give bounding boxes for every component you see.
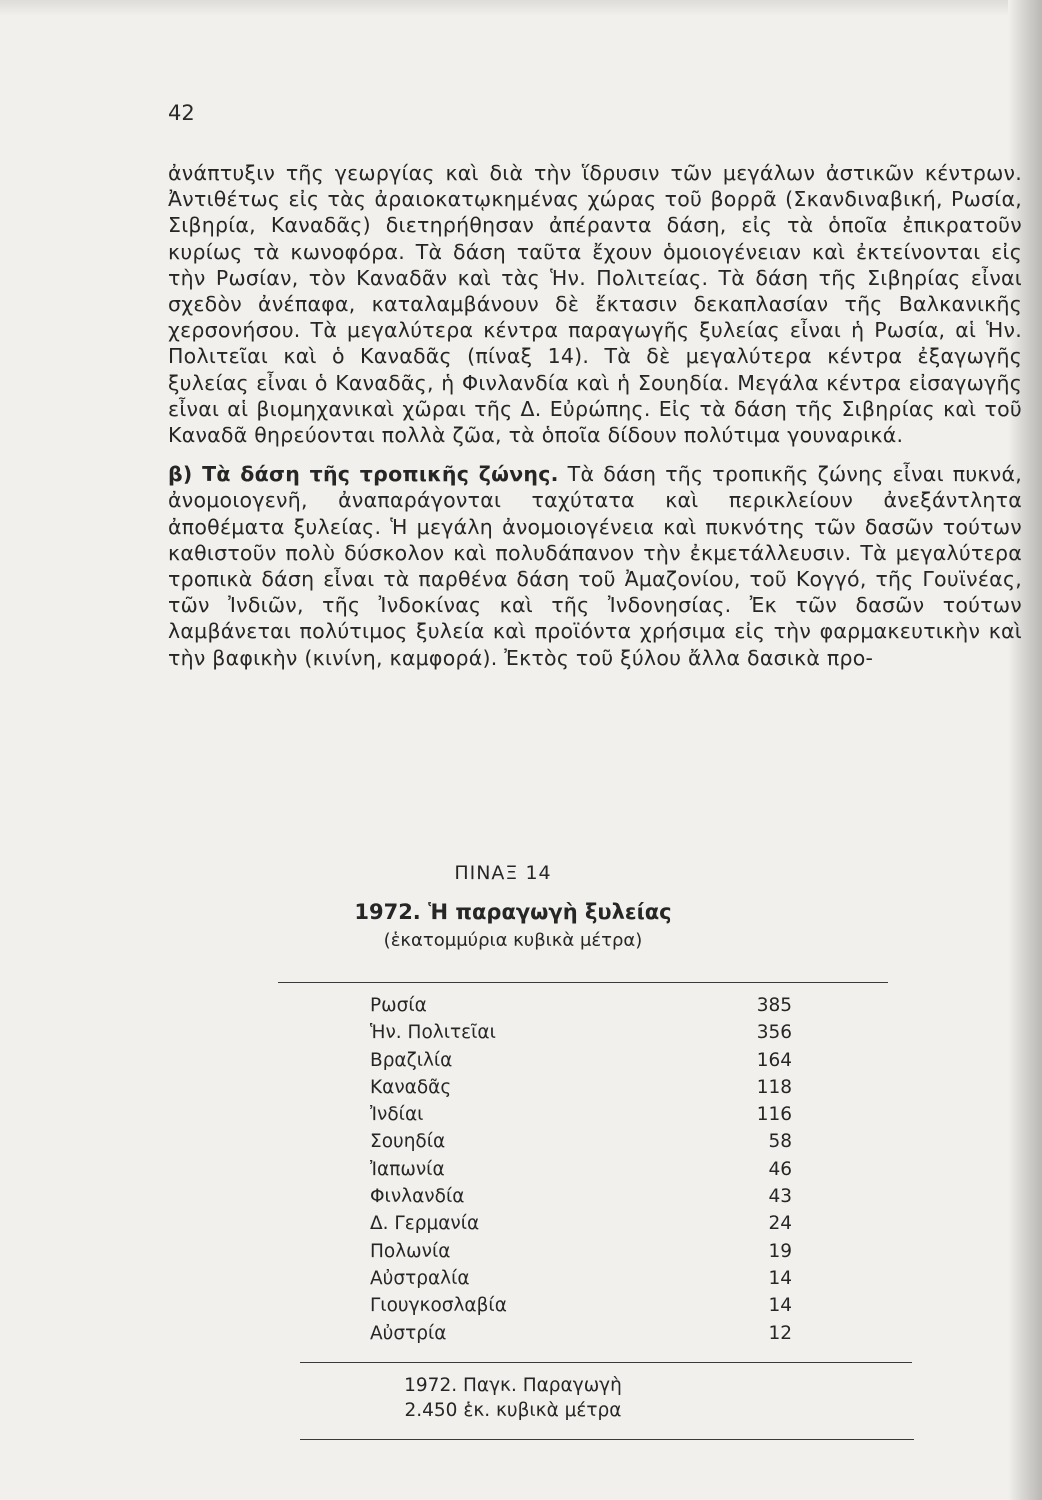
table-row	[370, 1210, 792, 1237]
section-heading: β) Τὰ δάση τῆς τροπικῆς ζώνης.	[168, 462, 559, 487]
body-text	[168, 160, 1022, 671]
page-number: 42	[168, 101, 195, 125]
production-value: 14	[768, 1267, 792, 1289]
table-row	[370, 1238, 792, 1265]
paragraph-northern-forests: ἀνάπτυξιν τῆς γεωργίας καὶ διὰ τὴν ἵδρυσιν τῶν μεγάλων ἀστικῶν κέντρων. Ἀντιθέτως εἰς τὰς ἀραιοκατῳκημένας χώρας τοῦ βορρᾶ (Σκανδιναβική, Ρωσία, Σιβηρία, Καναδᾶς) διετηρήθησαν ἀπέραντα δάση, εἰς τὰ ὁποῖα ἐπικρατοῦν κυρίως τὰ κωνοφόρα. Τὰ δάση ταῦτα ἔχουν ὁμοιογένειαν καὶ ἐκτείνονται εἰς τὴν Ρωσίαν, τὸν Καναδᾶν καὶ τὰς Ἡν. Πολιτείας. Τὰ δάση τῆς Σιβηρίας εἶναι σχεδὸν ἀνέπαφα, καταλαμβάνουν δὲ ἔκτασιν δεκαπλασίαν τῆς Βαλκανικῆς χερσονήσου. Τὰ μεγαλύτερα κέντρα παραγωγῆς ξυλείας εἶναι ἡ Ρωσία, αἱ Ἡν. Πολιτεῖαι καὶ ὁ Καναδᾶς (πίναξ 14). Τὰ δὲ μεγαλύτερα κέντρα ἐξαγωγῆς ξυλείας εἶναι ὁ Καναδᾶς, ἡ Φινλανδία καὶ ἡ Σουηδία. Μεγάλα κέντρα εἰσαγωγῆς εἶναι αἱ βιομηχανικαὶ χῶραι τῆς Δ. Εὐρώπης. Εἰς τὰ δάση τῆς Σιβηρίας καὶ τοῦ Καναδᾶ θηρεύονται πολλὰ ζῶα, τὰ ὁποῖα δίδουν πολύτιμα γουναρικά.	[168, 161, 1022, 448]
table-footer-total-value: 2.450 ἑκ. κυβικὰ μέτρα	[404, 1400, 622, 1421]
table-row	[370, 1265, 792, 1292]
table-number: ΠΙΝΑΞ 14	[454, 862, 552, 884]
country-name: Αὐστραλία	[370, 1267, 470, 1289]
table-middle-rule	[300, 1362, 912, 1363]
production-value: 385	[756, 995, 792, 1016]
country-name: Ἡν. Πολιτεῖαι	[370, 1022, 496, 1044]
country-name: Βραζιλία	[370, 1049, 453, 1071]
table-row	[370, 1074, 792, 1101]
country-name: Δ. Γερμανία	[370, 1213, 480, 1235]
country-name: Αὐστρία	[370, 1322, 447, 1344]
table-row	[370, 992, 792, 1019]
table-row	[370, 1292, 792, 1319]
table-top-rule	[278, 982, 888, 983]
production-value: 58	[768, 1131, 792, 1153]
table-row	[370, 1019, 792, 1046]
production-value: 24	[768, 1213, 792, 1235]
timber-production-table	[370, 992, 792, 1347]
production-value: 46	[768, 1158, 792, 1180]
country-name: Ἰαπωνία	[370, 1158, 445, 1180]
country-name: Σουηδία	[370, 1131, 446, 1153]
country-name: Καναδᾶς	[370, 1076, 452, 1098]
country-name: Πολωνία	[370, 1240, 451, 1262]
production-value: 14	[768, 1295, 792, 1317]
country-name: Ρωσία	[370, 995, 427, 1016]
production-value: 164	[756, 1049, 792, 1071]
country-name: Γιουγκοσλαβία	[370, 1295, 507, 1317]
production-value: 356	[756, 1022, 792, 1044]
table-row	[370, 1101, 792, 1128]
table-unit: (ἑκατομμύρια κυβικὰ μέτρα)	[383, 930, 643, 951]
country-name: Ἰνδίαι	[370, 1104, 424, 1126]
country-name: Φινλανδία	[370, 1186, 465, 1208]
table-row	[370, 1047, 792, 1074]
production-value: 19	[768, 1240, 792, 1262]
table-row	[370, 1156, 792, 1183]
production-value: 118	[756, 1076, 792, 1098]
table-row	[370, 1320, 792, 1347]
production-value: 43	[768, 1186, 792, 1208]
table-row	[370, 1183, 792, 1210]
table-row	[370, 1128, 792, 1155]
table-footer-total-label: 1972. Παγκ. Παραγωγὴ	[404, 1375, 622, 1396]
paragraph-tropical-forests	[168, 461, 1022, 671]
table-bottom-rule	[300, 1439, 914, 1440]
production-value: 116	[756, 1104, 792, 1126]
page-top-shadow	[0, 0, 1042, 16]
table-title: 1972. Ἡ παραγωγὴ ξυλείας	[354, 900, 672, 924]
paragraph-tropical-text: Τὰ δάση τῆς τροπικῆς ζώνης εἶναι πυκνά, ἀνομοιογενῆ, ἀναπαράγονται ταχύτατα καὶ περικλείουν ἀνεξάντλητα ἀποθέματα ξυλείας. Ἡ μεγάλη ἀνομοιογένεια καὶ πυκνότης τῶν δασῶν τούτων καθιστοῦν πολὺ δύσκολον καὶ πολυδάπανον τὴν ἐκμετάλλευσιν. Τὰ μεγαλύτερα τροπικὰ δάση εἶναι τὰ παρθένα δάση τοῦ Ἀμαζονίου, τοῦ Κογγό, τῆς Γουϊνέας, τῶν Ἰνδιῶν, τῆς Ἰνδοκίνας καὶ τῆς Ἰνδονησίας. Ἐκ τῶν δασῶν τούτων λαμβάνεται πολύτιμος ξυλεία καὶ προϊόντα χρήσιμα εἰς τὴν φαρμακευτικὴν καὶ τὴν βαφικὴν (κινίνη, καμφορά). Ἐκτὸς τοῦ ξύλου ἄλλα δασικὰ προ-	[168, 462, 1022, 670]
production-value: 12	[768, 1322, 792, 1344]
